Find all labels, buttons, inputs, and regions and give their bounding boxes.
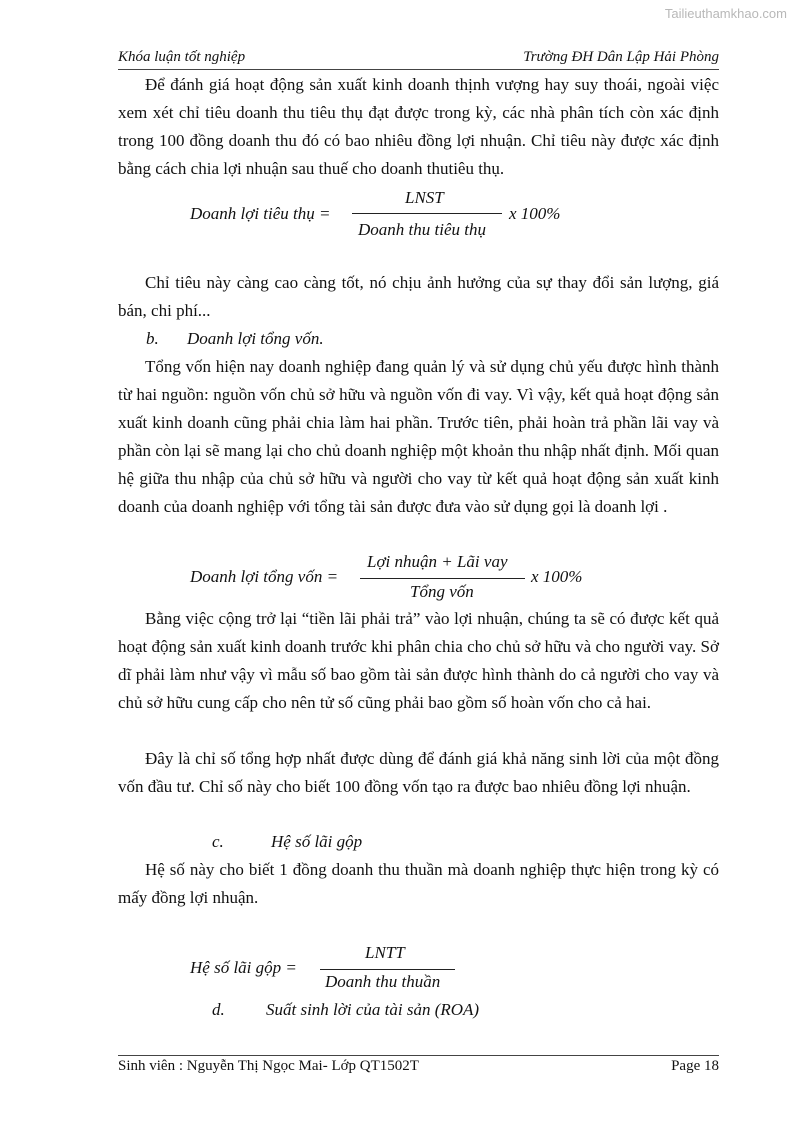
section-c-title: Hệ số lãi gộp [271, 832, 363, 851]
paragraph-tong-von: Tổng vốn hiện nay doanh nghiệp đang quản lý và sử dụng chủ yếu được hình thành từ hai nguồn: nguồn vốn chủ sở hữu và nguồn vốn đi vay. Vì vậy, kết quả hoạt động sản xuất kinh doanh cũng phải chia làm hai phần. Trước tiên, phải hoàn trả phần lãi vay và phần còn lại sẽ mang lại cho chủ doanh nghiệp một khoản thu nhập nhất định. Mối quan hệ giữa thu nhập của chủ sở hữu và người cho vay từ kết quả hoạt động sản xuất kinh doanh của doanh nghiệp với tổng tài sản được đưa vào sử dụng gọi là doanh lợi . [118, 357, 719, 516]
header-left: Khóa luận tốt nghiệp [118, 49, 246, 65]
watermark: Tailieuthamkhao.com [664, 6, 787, 21]
section-b-label: b. [146, 329, 159, 348]
paragraph-intro: Để đánh giá hoạt động sản xuất kinh doanh thịnh vượng hay suy thoái, ngoài việc xem xét chỉ tiêu doanh thu tiêu thụ đạt được trong kỳ, các nhà phân tích còn xác định trong 100 đồng doanh thu đó có bao nhiêu đồng lợi nhuận. Chỉ tiêu này được xác định bằng cách chia lợi nhuận sau thuế cho doanh thutiêu thụ. [118, 75, 719, 178]
footer-page-number: Page 18 [671, 1058, 719, 1074]
formula1-fraction-bar [352, 213, 502, 214]
paragraph-chi-tieu: Chỉ tiêu này càng cao càng tốt, nó chịu ảnh hưởng của sự thay đổi sản lượng, giá bán, chi phí... [118, 273, 719, 320]
formula2-denominator: Tổng vốn [410, 582, 474, 601]
footer-student: Sinh viên : Nguyễn Thị Ngọc Mai- Lớp QT1502T [118, 1058, 419, 1074]
header-divider [118, 69, 719, 70]
formula1-lhs: Doanh lợi tiêu thụ = [190, 204, 331, 223]
formula1-suffix: x 100% [509, 204, 561, 223]
paragraph-chi-so-tong-hop: Đây là chỉ số tổng hợp nhất được dùng để đánh giá khả năng sinh lời của một đồng vốn đầu tư. Chỉ số này cho biết 100 đồng vốn tạo ra được bao nhiêu đồng lợi nhuận. [118, 749, 719, 796]
formula2-numerator: Lợi nhuận + Lãi vay [367, 552, 508, 571]
section-d-title: Suất sinh lời của tài sản (ROA) [266, 1000, 480, 1019]
section-c-label: c. [212, 832, 224, 851]
formula2-lhs: Doanh lợi tổng vốn = [190, 567, 339, 586]
header-right: Trường ĐH Dân Lập Hải Phòng [523, 49, 719, 65]
formula3-denominator: Doanh thu thuần [325, 972, 441, 991]
formula2-fraction-bar [360, 578, 525, 579]
footer-divider [118, 1055, 719, 1056]
page-header [118, 49, 719, 69]
formula2-suffix: x 100% [531, 567, 583, 586]
paragraph-he-so: Hệ số này cho biết 1 đồng doanh thu thuần mà doanh nghiệp thực hiện trong kỳ có mấy đồng lợi nhuận. [118, 860, 719, 907]
formula1-denominator: Doanh thu tiêu thụ [358, 220, 486, 239]
formula3-lhs: Hệ số lãi gộp = [190, 958, 297, 977]
formula3-fraction-bar [320, 969, 455, 970]
formula1-numerator: LNST [405, 188, 444, 207]
formula3-numerator: LNTT [365, 943, 405, 962]
paragraph-tien-lai: Bằng việc cộng trở lại “tiền lãi phải trả” vào lợi nhuận, chúng ta sẽ có được kết quả hoạt động sản xuất kinh doanh trước khi phân chia cho chủ sở hữu và cho người vay. Sở dĩ phải làm như vậy vì mẫu số bao gồm tài sản được hình thành do cả người cho vay và chủ sở hữu cung cấp cho nên tử số cũng phải bao gồm số hoàn vốn cho cả hai. [118, 609, 719, 712]
section-d-label: d. [212, 1000, 225, 1019]
page-footer [118, 1058, 719, 1078]
section-b-title: Doanh lợi tổng vốn. [187, 329, 324, 348]
